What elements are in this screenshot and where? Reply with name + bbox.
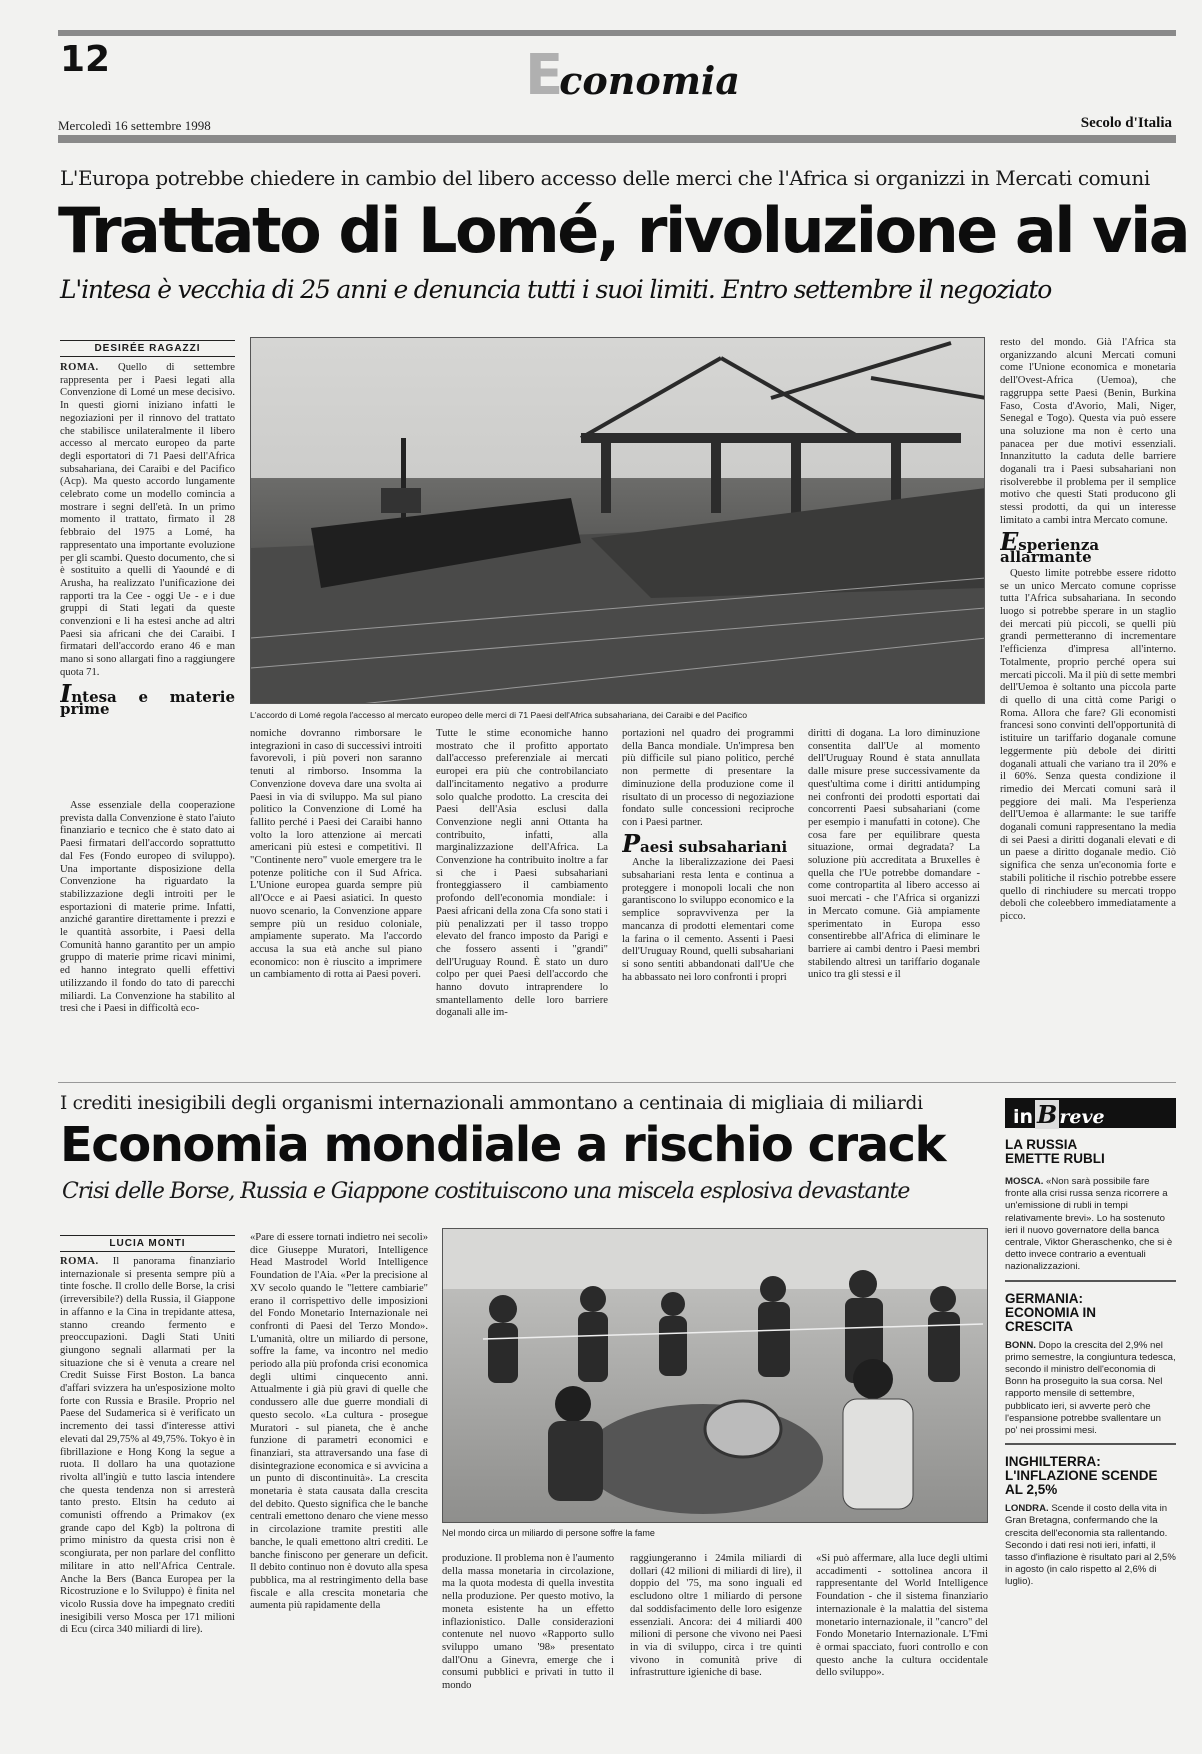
article2-col3 xyxy=(442,1553,614,1736)
in-breve-box xyxy=(1005,1098,1176,1738)
article2-col1 xyxy=(60,1256,235,1736)
brief-item xyxy=(1005,1138,1176,1282)
article1-subhead-paesi: Paesi subsahariani xyxy=(622,828,788,858)
in-breve-label-b: B xyxy=(1037,1100,1058,1129)
article2-col1-text: Il panorama finanziario internazionale si presenta sempre più a tinte fosche. Il crollo delle Borse, la crisi (irreversibile?) della Russia, il Giappone in affanno e la Cina in trepidante attesa, stanno creando fermento e preoccupazioni. Dagli Stati Uniti giungono segnali allarmati per la situazione che si è venuta a creare nel Credit Suisse First Boston. La banca d'affari svizzera ha un'esposizione molto forte con Russia e Brasile. Proprio nel Paese del Sudamerica si è verificato un incremento dei tassi d'interesse attivi elevati dal 29,75% al 49,75%. Tokyo è in fibrillazione e Hong Kong la segue a ruota. Il dollaro ha una quotazione rivolta all'ingiù e tutto lascia intendere che questa tendenza non si arresterà tanto presto. Eltsin ha ceduto ai comunisti offrendo a Primakov (ex grande capo del Kgb) la poltrona di primo ministro da questa crisi non è scongiurata, per non parlare del conflitto militare in atto nell'Africa Centrale. Anche la Bers (Banca Europea per la Ricostruzione e lo Sviluppo) è finita nel vicolo Russia dove ha impegnato crediti inesigibili verso Mosca per 171 milioni di Ecu (circa 340 miliardi di lire). xyxy=(60,1256,235,1636)
in-breve-header xyxy=(1005,1098,1176,1128)
brief-title: GERMANIA: ECONOMIA IN CRESCITA xyxy=(1005,1290,1096,1334)
brief-item xyxy=(1005,1292,1176,1446)
article1-col4 xyxy=(622,728,794,1070)
article2-dateline: ROMA. xyxy=(60,1256,99,1267)
article2-col2 xyxy=(250,1232,428,1736)
article1-subhead-intesa: Intesa e materie prime xyxy=(60,678,235,719)
article1-col1 xyxy=(60,362,235,765)
crowd-image xyxy=(443,1229,988,1523)
article1-col5 xyxy=(808,728,980,1070)
article1-col2-text: nomiche dovranno rimborsare le integrazioni in caso di successivi introiti favorevoli, i più poveri non saranno tenuti al rimborso. Insomma la Convenzione doveva dare una svolta ai Paesi in via di sviluppo. Ma sul piano politico la Convenzione di Lomé ha fallito perché i Paesi dei Caraibi hanno volto la loro attenzione ai mercati americani più estesi e competitivi. Il "Continente nero" vuole emergere tra le potenze politiche con il Sud Africa. L'Unione europea guarda sempre più all'Occe e ai Paesi asiatici. In questo nuovo scenario, la Convenzione appare sempre più un residuo coloniale, ampiamente superato. Ma l'accordo accusa la sua età anche sul piano economico: non è riuscito a imprimere un cambiamento di rotta ai Paesi poveri. xyxy=(250,728,422,981)
article2-subheadline: Crisi delle Borse, Russia e Giappone costituiscono una miscela esplosiva devastante xyxy=(62,1179,910,1204)
article2-kicker: I crediti inesigibili degli organismi internazionali ammontano a centinaia di migliaia di miliardi xyxy=(60,1093,923,1114)
in-breve-label-rest: reve xyxy=(1059,1106,1105,1128)
article1-col4b-text: Anche la liberalizzazione dei Paesi subsahariani resta lenta e continua a proteggere i monopoli locali che non garantiscono lo sviluppo economico e la semplice sopravvivenza per la mancanza di prodotti elementari come la farina o il cemento. Assenti i Paesi dell'Uruguay Round, quelli subsahariani si sono sentiti abbandonati dall'Ue che ha abbassato nei loro confronti i propri xyxy=(622,857,794,983)
section-initial: E xyxy=(525,43,564,108)
section-name: conomia xyxy=(559,58,740,103)
article2-photo-caption: Nel mondo circa un miliardo di persone soffre la fame xyxy=(442,1528,655,1538)
article1-photo-port xyxy=(250,337,985,704)
article1-col4-text: portazioni nel quadro dei programmi della Banca mondiale. Un'impresa ben più difficile sul piano politico, perché non permette di presentare la diminuzione della produzione come il risultato di un processo di negoziazione fondato sulle concessioni reciproche con i Paesi partner. xyxy=(622,728,794,828)
article1-col3 xyxy=(436,728,608,1070)
article2-photo-hunger xyxy=(442,1228,988,1523)
issue-date: Mercoledì 16 settembre 1998 xyxy=(58,118,211,133)
brief-title: LA RUSSIA EMETTE RUBLI xyxy=(1005,1137,1105,1166)
article2-col5-text: «Si può affermare, alla luce degli ultimi accadimenti - sottolinea ancora il rappresentante del World Intelligence Foundation - che il sistema finanziario internazionale è la malattia del sistema monetario internazionale, il "cancro" del Fondo Monetario Internazionale. L'Fmi è ormai spacciato, fuori controllo e con questo anche la cultura occidentale dello sviluppo». xyxy=(816,1553,988,1679)
brief-title: INGHILTERRA: L'INFLAZIONE SCENDE AL 2,5% xyxy=(1005,1454,1158,1498)
brief-item xyxy=(1005,1455,1176,1588)
article2-col4-text: raggiungeranno i 24mila miliardi di dollari (42 milioni di miliardi di lire), il doppio del '75, ma sono inguali ed escludono oltre 1 miliardo di persone dal soddisfacimento delle loro esigenze essenziali. Ancora: dei 4 miliardi 400 milioni di persone che vivono nei Paesi in via di sviluppo, circa i tre quinti vivono in comunità prive di infrastrutture igieniche di base. xyxy=(630,1553,802,1679)
brief-text: BONN. Dopo la crescita del 2,9% nel primo semestre, la congiuntura tedesca, secondo il ministro dell'economia di Bonn ha proseguito la sua corsa. Nel rapporto mensile di settembre, pubblicato ieri, si avverte però che l'espansione potrebbe svallentare un po' nei prossimi mesi. xyxy=(1005,1339,1176,1437)
article1-col6 xyxy=(1000,337,1176,1070)
newspaper-name: Secolo d'Italia xyxy=(1080,115,1172,131)
article2-byline: LUCIA MONTI xyxy=(60,1235,235,1252)
top-band xyxy=(58,30,1176,36)
in-breve-label-in: in xyxy=(1013,1106,1034,1128)
brief-text: MOSCA. «Non sarà possibile fare fronte alla crisi russa senza ricorrere a un'emissione di rubli in tempi relativamente brevi». Lo ha sostenuto ieri il nuovo governatore della banca centrale, Viktor Gheraschenko, che si è detto invece contrario a eventuali nazionalizzazioni. xyxy=(1005,1176,1173,1273)
article1-col2 xyxy=(250,728,422,1070)
article1-col3-text: Tutte le stime economiche hanno mostrato che il profitto apportato dall'accesso preferenziale ai mercati europei era più che controbilanciato dall'incitamento negativo a produrre solo qualche prodotto. La crescita dei Paesi dell'Asia esclusi dalla Convenzione negli anni Ottanta ha contribuito, infatti, alla marginalizzazione dell'Africa. La Convenzione ha contribuito inoltre a far sì che i Paesi subsahariani fronteggiassero il cambiamento profondo dell'economia mondiale: i Paesi africani della zona Cfa sono stati i più penalizzati per il tasso troppo elevato del franco imposto da Parigi e che fossero assenti i "grandi" dell'Uruguay Round. È stato un duro colpo per quei Paesi dell'accordo che hanno dovuto intraprendere lo smantellamento delle loro barriere doganali alle im- xyxy=(436,728,608,1019)
article1-byline: DESIRÉE RAGAZZI xyxy=(60,340,235,357)
article1-col1b xyxy=(60,800,235,1070)
article1-col6-text: resto del mondo. Già l'Africa sta organizzando alcuni Mercati comuni come l'Unione economica e monetaria dell'Ovest-Africa (Uemoa), che raggruppa sette Paesi (Benin, Burkina Faso, Costa d'Avorio, Mali, Niger, Senegal e Togo). Questa via può essere una soluzione ma non è certo una panacea per due motivi essenziali. Innanzitutto la caduta delle barriere doganali tra i Paesi subsahariani non risolverebbe il problema per il semplice motivo che questi Stati producono gli stessi prodotti, da qui un interesse limitato a cambi intra Mercato comune. xyxy=(1000,337,1176,526)
page-number: 12 xyxy=(60,39,111,80)
article2-col4 xyxy=(630,1553,802,1736)
section-title xyxy=(525,43,744,108)
article1-col5-text: diritti di dogana. La loro diminuzione consentita dall'Ue al momento dell'Uruguay Round è stata annullata dalle misure prese successivamente da quest'ultima come i diritti antidumping nei confronti dei prodotti esportati dai concorrenti Paesi subsahariani (come per esempio i manufatti in cotone). Che cosa fare per equilibrare questa situazione, ormai degradata? La soluzione più accreditata a Bruxelles è quella che l'Ue potrebbe domandare - come contropartita al libero accesso ai suoi mercati - che l'Africa si organizzi in Mercato comune. Già ampiamente sperimentato in Europa esso consentirebbe all'Africa di eliminare le barriere ai cambi dentro i Paesi membri stabilendo altresì un tariffario doganale unico tra gli stessi e il xyxy=(808,728,980,981)
article1-headline: Trattato di Lomé, rivoluzione al via xyxy=(58,194,1189,267)
masthead-band xyxy=(58,135,1176,143)
article2-col3-text: produzione. Il problema non è l'aumento della massa monetaria in circolazione, ma la quota modesta di quella investita nella produzione. Per questo motivo, la moneta esistente ha un effetto inflazionistico. Dalle considerazioni contenute nel nuovo «Rapporto sullo sviluppo umano '98» presentato dall'Onu a Ginevra, emerge che i consumi pubblici e privati in tutto il mondo xyxy=(442,1553,614,1692)
brief-text: LONDRA. Scende il costo della vita in Gran Bretagna, confermando che la crescita dell'economia sta rallentando. Secondo i dati resi noti ieri, infatti, il tasso d'inflazione è risultato pari al 2,5% in agosto (in calo rispetto al 2,6% di luglio). xyxy=(1005,1503,1176,1588)
article1-col6b-text: Questo limite potrebbe essere ridotto se un unico Mercato comune coprisse tutta l'Africa subsahariana. In secondo luogo si potrebbe sperare in un staglio dei mercati più piccoli, se quelli più grandi permetteranno di incrementare l'efficienza d'impresa all'interno. Totalmente, proprio perché opera sui mercati piccoli. Ma il più di sette membri dell'Uemoa è soltanto una piccola parte di quello di una città come Parigi o Roma. Allora che fare? Gli economisti francesi sono convinti dell'opportunità di istituire un tariffario doganale comune leggermente più debole dei diritti doganali attuali che variano tra il 20% e il 60%. Senza questa condizione il rimedio dei Mercati comuni sarà il peggiore dei mali. Ma l'esperienza dell'Uemoa è allarmante: le sue tariffe doganali comuni rappresentano la media di sei Paesi a diritti doganali elevati e di un paese a diritto doganale medio. Ciò significa che senza un'economia forte e stabili politiche il rischio potrebbe essere quello di rinchiudere su mercati troppo deboli che coleebbero immediatamente a picco. xyxy=(1000,567,1176,922)
article2-col2-text: «Pare di essere tornati indietro nei secoli» dice Giuseppe Muratori, Intelligence Head Mastrodel World Intelligence Foundation de l'Aia. «Per la precisione al XV secolo quando le "lettere cambiarie" erano il corrispettivo delle imposizioni del Fondo Monetario Internazionale nei confronti di Paesi del Terzo Mondo». L'umanità, oltre un miliardo di persone, soffre la fame, va incontro nel medio periodo alla più profonda crisi economica degli ultimi cinquecento anni. Attualmente i già più gravi di quelle che condussero alle due guerre mondiali di questo secolo. «La cultura - prosegue Muratori - sul pianeta, che è anche funzione di parametri economici e finanziari, sta attraversando una fase di disintegrazione economica e si avvicina a un punto di discontinuità». La crescita monetaria è stata causata dalla crescita del debito. Questo significa che le banche centrali emettono denaro che viene messo in circolazione tramite prestiti alle banche, le quali emettono altri crediti. Le banche finiscono per generare un deficit. Il debito continuo non è dovuto alla spesa pubblica, ma al restringimento della base fiscale e alla crescita monetaria che aumenta più rapidamente della xyxy=(250,1232,428,1612)
article1-photo-caption: L'accordo di Lomé regola l'accesso al mercato europeo delle merci di 71 Paesi dell'Africa subsahariana, dei Caraibi e del Pacifico xyxy=(250,710,748,720)
section-divider xyxy=(58,1082,1176,1083)
article1-col1b-text: Asse essenziale della cooperazione prevista dalla Convenzione è stato l'aiuto finanziario e tecnico che è stato dato ai Paesi firmatari dell'accordo soprattutto dal Fes (Fondo europeo di sviluppo). Una importante disposizione della Convenzione ha riguardato la stabilizzazione degli introiti per le esportazioni di materie prime. Infatti, anziché garantire direttamente i prezzi e le quantità assorbite, i Paesi della Comunità hanno garantito per un ampio gruppo di materie prime ricavi minimi, ed hanno integrato quelli effettivi utilizzando il fondo do tato di parecchi miliardi. La Convenzione ha stabilito al tresì che i Paesi in difficoltà eco- xyxy=(60,800,235,1015)
article2-headline: Economia mondiale a rischio crack xyxy=(60,1117,945,1173)
article1-subhead-esperienza: Esperienza allarmante xyxy=(1000,526,1100,567)
article1-subheadline: L'intesa è vecchia di 25 anni e denuncia tutti i suoi limiti. Entro settembre il negoziato xyxy=(60,275,1052,304)
port-crane-image xyxy=(251,338,985,704)
article1-col1-text: Quello di settembre rappresenta per i Paesi legati alla Convenzione di Lomé un mese decisivo. In questi giorni iniziano infatti le negoziazioni per il rinnovo del trattato che stabilisce unilateralmente il libero accesso al mercato europeo da parte degli esportatori di 71 Paesi dell'Africa subsahariana, dei Caraibi e del Pacifico (Acp). Ma questo accordo lungamente celebrato come un modello comincia a mostrare i segni dell'età. In un primo momento il trattato, firmato il 28 febbraio del 1975 a Lomé, ha rappresentato una importante evoluzione per gli scambi. Questo documento, che si è sostituito a quelli di Yaoundé e di Arusha, ha realizzato l'unificazione dei rapporti tra la Cee - oggi Ue - e i due gruppi di Stati legati da queste convenzioni e li ha estesi anche ad altri Paesi sia africani che dei Caraibi. I firmatari dell'accordo erano 46 e man mano si sono allargati fino a raggiungere quota 71. xyxy=(60,362,235,678)
article1-kicker: L'Europa potrebbe chiedere in cambio del libero accesso delle merci che l'Africa si organizzi in Mercati comuni xyxy=(60,166,1150,190)
article2-col5 xyxy=(816,1553,988,1736)
article1-dateline: ROMA. xyxy=(60,362,99,373)
